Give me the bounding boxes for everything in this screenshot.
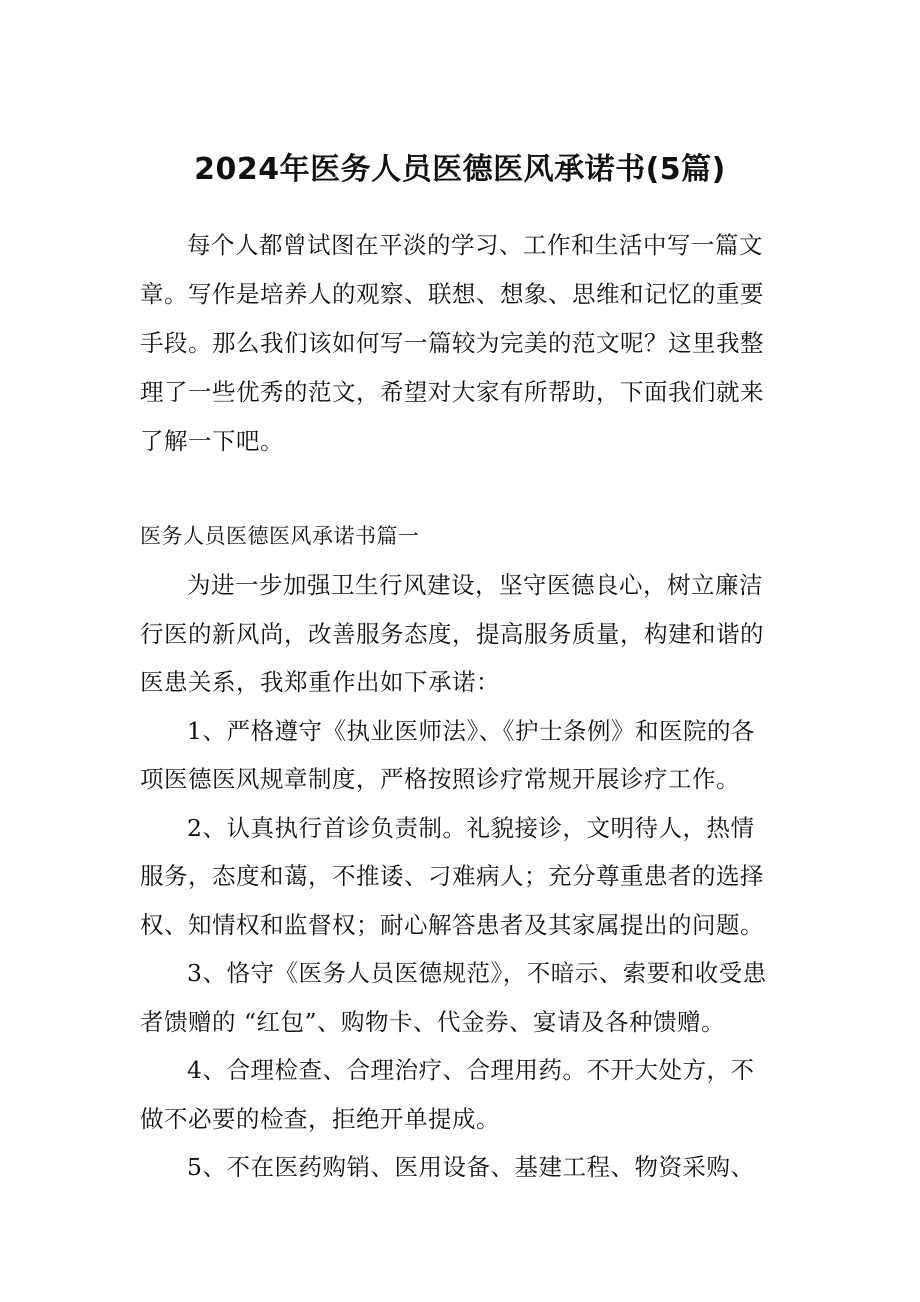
body-line: 行医的新风尚，改善服务态度，提高服务质量，构建和谐的: [140, 620, 764, 648]
body-line: 4、合理检查、合理治疗、合理用药。不开大处方，不: [187, 1056, 755, 1084]
intro-line: 章。写作是培养人的观察、联想、想象、思维和记忆的重要: [140, 280, 764, 308]
body-line: 项医德医风规章制度，严格按照诊疗常规开展诊疗工作。: [140, 765, 740, 793]
intro-line: 理了一些优秀的范文，希望对大家有所帮助，下面我们就来: [140, 378, 764, 406]
document-title: 2024年医务人员医德医风承诺书(5篇): [194, 152, 726, 187]
section-heading: 医务人员医德医风承诺书篇一: [140, 524, 420, 548]
body-line: 为进一步加强卫生行风建设，坚守医德良心，树立廉洁: [187, 571, 763, 599]
body-line: 做不必要的检查，拒绝开单提成。: [140, 1105, 500, 1133]
body-line: 5、不在医药购销、医用设备、基建工程、物资采购、: [187, 1153, 755, 1181]
intro-line: 手段。那么我们该如何写一篇较为完美的范文呢？这里我整: [140, 329, 764, 357]
body-line: 权、知情权和监督权；耐心解答患者及其家属提出的问题。: [140, 911, 764, 939]
intro-line: 了解一下吧。: [140, 427, 284, 455]
body-line: 医患关系，我郑重作出如下承诺：: [140, 668, 500, 696]
intro-line: 每个人都曾试图在平淡的学习、工作和生活中写一篇文: [187, 231, 763, 259]
body-line: 服务，态度和蔼，不推诿、刁难病人；充分尊重患者的选择: [140, 862, 764, 890]
body-line: 1、严格遵守《执业医师法》、《护士条例》和医院的各: [187, 717, 755, 745]
body-line: 者馈赠的 “红包”、购物卡、代金券、宴请及各种馈赠。: [140, 1008, 725, 1036]
body-line: 3、恪守《医务人员医德规范》，不暗示、索要和收受患: [187, 959, 767, 987]
body-line: 2、认真执行首诊负责制。礼貌接诊，文明待人，热情: [187, 814, 755, 842]
